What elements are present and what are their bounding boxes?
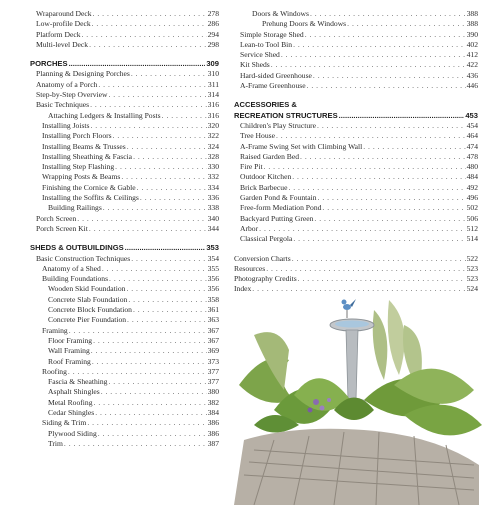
dot-leader [92, 19, 207, 29]
toc-entry-page: 344 [207, 223, 219, 233]
dot-leader [115, 162, 206, 172]
toc-entry[interactable] [234, 203, 478, 213]
toc-entry-page: 330 [207, 162, 219, 172]
toc-entry-page: 340 [207, 213, 219, 223]
dot-leader [90, 100, 207, 110]
toc-entry[interactable] [30, 264, 219, 274]
dot-leader [281, 50, 466, 60]
toc-entry-title: Resources [234, 263, 266, 273]
toc-entry-page: 358 [207, 294, 219, 304]
dot-leader [91, 346, 207, 356]
dot-leader [363, 142, 465, 152]
toc-entry-title: Low-profile Deck [36, 19, 91, 29]
toc-entry-page: 464 [466, 131, 478, 141]
toc-entry-page: 354 [207, 253, 219, 263]
toc-entry[interactable] [234, 30, 478, 40]
toc-entry-title: Raised Garden Bed [240, 151, 300, 161]
toc-entry-page: 502 [466, 203, 478, 213]
toc-entry-page: 310 [207, 69, 219, 79]
heading-title: RECREATION STRUCTURES [234, 110, 338, 120]
toc-entry[interactable] [30, 398, 219, 408]
toc-entry-page: 436 [466, 70, 478, 80]
toc-section-porches [30, 69, 219, 234]
dot-leader [292, 254, 466, 264]
dot-leader [300, 152, 466, 162]
toc-entry-page: 522 [466, 253, 478, 263]
dot-leader [127, 142, 207, 152]
toc-entry-title: Platform Deck [36, 29, 81, 39]
toc-entry-title: Siding & Trim [42, 418, 87, 428]
toc-entry-page: 338 [207, 203, 219, 213]
heading-page: 453 [465, 110, 478, 120]
dot-leader [137, 183, 207, 193]
toc-entry-title: Simple Storage Shed [240, 29, 304, 39]
toc-entry-page: 367 [207, 325, 219, 335]
toc-entry[interactable] [30, 121, 219, 131]
toc-entry-title: Installing Beams & Trusses [42, 141, 126, 151]
dot-leader [264, 162, 466, 172]
toc-entry-title: Concrete Pier Foundation [48, 315, 127, 325]
dot-leader [259, 224, 465, 234]
dot-leader [102, 264, 207, 274]
toc-entry-page: 278 [207, 9, 219, 18]
dot-leader [93, 336, 207, 346]
toc-entry-title: Metal Roofing [48, 397, 93, 407]
toc-entry-page: 474 [466, 141, 478, 151]
toc-entry-title: Concrete Block Foundation [48, 305, 132, 315]
toc-entry[interactable] [30, 224, 219, 234]
toc-entry-title: Tree House [240, 131, 275, 141]
toc-entry[interactable] [30, 30, 219, 40]
dot-leader [94, 398, 207, 408]
toc-entry[interactable] [30, 346, 219, 356]
dot-leader [313, 71, 466, 81]
dot-leader [92, 357, 207, 367]
toc-entry-title: Garden Pond & Fountain [240, 193, 317, 203]
toc-entry[interactable] [30, 69, 219, 79]
toc-entry-title: Anatomy of a Shed [42, 263, 101, 273]
dot-leader [140, 193, 207, 203]
toc-entry[interactable] [30, 284, 219, 294]
toc-entry[interactable] [30, 193, 219, 203]
toc-entry-title: Kit Sheds [240, 60, 270, 70]
toc-entry[interactable] [30, 377, 219, 387]
dot-leader [109, 90, 207, 100]
dot-leader [276, 131, 466, 141]
toc-entry[interactable] [30, 172, 219, 182]
toc-entry[interactable] [30, 203, 219, 213]
toc-entry-page: 356 [207, 274, 219, 284]
toc-entry-page: 369 [207, 346, 219, 356]
toc-entry[interactable] [234, 19, 478, 29]
toc-entry-page: 512 [466, 223, 478, 233]
toc-entry[interactable] [234, 81, 478, 91]
dot-leader [113, 131, 207, 141]
toc-entry-title: Conversion Charts [234, 253, 291, 263]
toc-entry[interactable] [30, 295, 219, 305]
heading-page: 353 [206, 243, 219, 253]
toc-entry-title: Service Shed [240, 50, 280, 60]
toc-entry-page: 316 [207, 110, 219, 120]
toc-entry[interactable] [30, 274, 219, 284]
toc-entry-title: Fascia & Sheathing [48, 377, 108, 387]
toc-entry-title: Hard-sided Greenhouse [240, 70, 312, 80]
toc-entry-page: 387 [207, 438, 219, 448]
toc-entry-page: 412 [466, 50, 478, 60]
toc-entry-title: Building Foundations [42, 274, 109, 284]
toc-entry-page: 311 [207, 79, 219, 89]
dot-leader [98, 429, 207, 439]
toc-entry[interactable] [234, 60, 478, 70]
toc-entry-title: Wraparound Deck [36, 9, 92, 18]
toc-entry[interactable] [30, 131, 219, 141]
toc-entry-page: 314 [207, 90, 219, 100]
toc-entry-title: A-Frame Swing Set with Climbing Wall [240, 141, 363, 151]
toc-entry-page: 446 [466, 81, 478, 91]
toc-entry[interactable] [30, 439, 219, 449]
toc-entry-page: 322 [207, 131, 219, 141]
toc-entry[interactable] [30, 336, 219, 346]
dot-leader [101, 387, 207, 397]
toc-right-column [234, 9, 478, 295]
toc-entry[interactable] [30, 80, 219, 90]
toc-entry[interactable] [30, 254, 219, 264]
toc-entry-page: 367 [207, 335, 219, 345]
dot-leader [108, 377, 206, 387]
toc-entry[interactable] [30, 9, 219, 19]
toc-entry-page: 422 [466, 60, 478, 70]
toc-entry[interactable] [234, 50, 478, 60]
toc-left-column [30, 9, 219, 449]
dot-leader [89, 224, 207, 234]
toc-entry-page: 382 [207, 397, 219, 407]
toc-entry-page: 328 [207, 151, 219, 161]
dot-leader [317, 121, 466, 131]
dot-leader [95, 408, 206, 418]
toc-entry-page: 388 [466, 9, 478, 18]
toc-entry-page: 402 [466, 39, 478, 49]
toc-entry-page: 454 [466, 120, 478, 130]
toc-entry-page: 514 [466, 234, 478, 244]
toc-entry[interactable] [30, 315, 219, 325]
toc-entry-title: Floor Framing [48, 335, 93, 345]
toc-entry[interactable] [30, 418, 219, 428]
toc-entry-title: Porch Screen Kit [36, 223, 88, 233]
toc-entry-title: Asphalt Shingles [48, 387, 100, 397]
toc-entry-title: Backyard Putting Green [240, 213, 314, 223]
toc-entry[interactable] [30, 162, 219, 172]
toc-entry[interactable] [234, 274, 478, 284]
dot-leader [131, 69, 207, 79]
toc-entry-title: Wooden Skid Foundation [48, 284, 126, 294]
garden-birdbath-illustration [234, 290, 484, 505]
dot-leader [310, 9, 466, 19]
toc-entry-title: Arbor [240, 223, 259, 233]
toc-entry-title: Anatomy of a Porch [36, 79, 98, 89]
toc-entry[interactable] [30, 429, 219, 439]
dot-leader [307, 81, 466, 91]
toc-entry-page: 355 [207, 263, 219, 273]
toc-entry-title: Installing Joists [42, 120, 90, 130]
toc-entry[interactable] [234, 183, 478, 193]
toc-entry-page: 356 [207, 284, 219, 294]
toc-entry-title: Brick Barbecue [240, 182, 288, 192]
toc-entry[interactable] [234, 214, 478, 224]
dot-leader [93, 9, 207, 19]
toc-entry-page: 390 [466, 29, 478, 39]
dot-leader [318, 193, 466, 203]
toc-entry-title: Wrapping Posts & Beams [42, 172, 121, 182]
toc-entry-page: 373 [207, 356, 219, 366]
toc-entry[interactable] [30, 305, 219, 315]
brick-paving [234, 429, 479, 505]
toc-entry-page: 286 [207, 19, 219, 29]
toc-entry-title: Planning & Designing Porches [36, 69, 130, 79]
toc-entry-title: Plywood Siding [48, 428, 97, 438]
toc-entry[interactable] [234, 193, 478, 203]
toc-entry[interactable] [30, 40, 219, 50]
toc-entry-page: 294 [207, 29, 219, 39]
toc-entry-title: Fire Pit [240, 162, 263, 172]
toc-entry[interactable] [30, 19, 219, 29]
dot-leader [87, 418, 206, 428]
toc-entry-title: Index [234, 284, 252, 294]
toc-entry-title: Finishing the Cornice & Gable [42, 182, 136, 192]
toc-entry-page: 377 [207, 366, 219, 376]
toc-entry-title: Framing [42, 325, 68, 335]
toc-heading-porches[interactable] [30, 59, 219, 69]
toc-entry[interactable] [234, 121, 478, 131]
toc-entry-page: 388 [466, 19, 478, 29]
dot-leader [69, 326, 207, 336]
toc-entry-title: Installing the Soffits & Ceilings [42, 193, 139, 203]
toc-entry[interactable] [234, 162, 478, 172]
toc-entry[interactable] [234, 142, 478, 152]
dot-leader [133, 152, 207, 162]
dot-leader [293, 234, 465, 244]
toc-entry-title: Trim [48, 438, 63, 448]
toc-entry-title: Roofing [42, 366, 67, 376]
toc-entry[interactable] [30, 100, 219, 110]
toc-entry[interactable] [30, 214, 219, 224]
toc-entry[interactable] [234, 254, 478, 264]
dot-leader [128, 295, 206, 305]
toc-entry-title: Roof Framing [48, 356, 91, 366]
toc-entry-title: Porch Screen [36, 213, 77, 223]
dot-leader [288, 183, 465, 193]
toc-entry-page: 524 [466, 284, 478, 294]
toc-section-sheds-continued [234, 9, 478, 91]
toc-entry-page: 478 [466, 151, 478, 161]
toc-heading-accessories-line1: ACCESSORIES & [234, 100, 297, 110]
toc-entry-title: Attaching Ledgers & Installing Posts [48, 110, 161, 120]
toc-entry-title: Basic Techniques [36, 100, 90, 110]
dot-leader [103, 203, 207, 213]
toc-entry[interactable] [30, 408, 219, 418]
toc-entry[interactable] [30, 387, 219, 397]
dot-leader [292, 172, 465, 182]
toc-entry-title: A-Frame Greenhouse [240, 81, 306, 91]
toc-section-decks-continued [30, 9, 219, 50]
toc-entry[interactable] [234, 234, 478, 244]
toc-entry-page: 334 [207, 182, 219, 192]
toc-entry-title: Installing Porch Floors [42, 131, 112, 141]
toc-entry[interactable] [234, 71, 478, 81]
dot-leader [126, 284, 206, 294]
toc-section-sheds [30, 254, 219, 450]
toc-entry-page: 336 [207, 193, 219, 203]
toc-entry[interactable] [234, 264, 478, 274]
toc-entry-title: Wall Framing [48, 346, 90, 356]
dot-leader [347, 19, 465, 29]
toc-entry-page: 320 [207, 120, 219, 130]
dot-leader [293, 40, 466, 50]
toc-entry[interactable] [234, 40, 478, 50]
toc-entry-page: 480 [466, 162, 478, 172]
dot-leader [305, 30, 466, 40]
toc-entry-page: 324 [207, 141, 219, 151]
toc-entry-page: 484 [466, 172, 478, 182]
heading-page: 309 [206, 59, 219, 69]
toc-entry-title: Step-by-Step Overview [36, 90, 108, 100]
toc-entry[interactable] [30, 152, 219, 162]
heading-title: PORCHES [30, 59, 68, 69]
dot-leader [68, 367, 207, 377]
toc-entry-title: Installing Sheathing & Fascia [42, 151, 133, 161]
toc-entry-page: 523 [466, 274, 478, 284]
toc-entry-title: Basic Construction Techniques [36, 253, 131, 263]
dot-leader [322, 203, 465, 213]
toc-entry-title: Photography Credits [234, 274, 297, 284]
dot-leader [266, 264, 465, 274]
toc-entry[interactable] [234, 172, 478, 182]
dot-leader [64, 439, 207, 449]
toc-entry[interactable] [234, 9, 478, 19]
toc-heading-sheds[interactable] [30, 243, 219, 253]
toc-entry-title: Installing Step Flashing [42, 162, 115, 172]
toc-entry[interactable] [30, 357, 219, 367]
toc-entry-title: Outdoor Kitchen [240, 172, 292, 182]
toc-entry-page: 380 [207, 387, 219, 397]
toc-entry-title: Prehung Doors & Windows [262, 19, 347, 29]
toc-entry[interactable] [30, 367, 219, 377]
dot-leader [298, 274, 466, 284]
toc-entry-page: 361 [207, 305, 219, 315]
toc-entry-title: Multi-level Deck [36, 39, 89, 49]
toc-entry-title: Classical Pergola [240, 234, 293, 244]
toc-entry-page: 316 [207, 100, 219, 110]
toc-entry-page: 386 [207, 428, 219, 438]
toc-entry[interactable] [234, 224, 478, 234]
toc-entry-page: 506 [466, 213, 478, 223]
toc-entry[interactable] [30, 183, 219, 193]
dot-leader [133, 305, 207, 315]
dot-leader [90, 121, 206, 131]
bird-icon [342, 299, 357, 318]
toc-entry[interactable] [30, 142, 219, 152]
toc-entry-page: 492 [466, 182, 478, 192]
dot-leader [127, 315, 207, 325]
toc-entry-page: 386 [207, 418, 219, 428]
toc-entry[interactable] [30, 111, 219, 121]
dot-leader [77, 214, 206, 224]
toc-section-accessories [234, 121, 478, 245]
toc-entry-title: Cedar Shingles [48, 407, 95, 417]
toc-entry-page: 377 [207, 377, 219, 387]
toc-entry[interactable] [234, 152, 478, 162]
dot-leader [98, 80, 207, 90]
toc-entry[interactable] [234, 131, 478, 141]
dot-leader [82, 30, 207, 40]
toc-entry-page: 384 [207, 407, 219, 417]
toc-entry-title: Lean-to Tool Bin [240, 39, 293, 49]
toc-entry-page: 298 [207, 39, 219, 49]
toc-entry-page: 363 [207, 315, 219, 325]
toc-entry[interactable] [30, 326, 219, 336]
toc-entry-page: 332 [207, 172, 219, 182]
dot-leader [131, 254, 206, 264]
toc-entry-page: 496 [466, 193, 478, 203]
toc-entry-title: Children's Play Structure [240, 120, 317, 130]
heading-title: SHEDS & OUTBUILDINGS [30, 243, 124, 253]
toc-entry-title: Free-form Mediation Pond [240, 203, 322, 213]
dot-leader [109, 274, 207, 284]
dot-leader [314, 214, 465, 224]
toc-entry-page: 523 [466, 263, 478, 273]
hosta-plants [254, 369, 482, 436]
dot-leader [89, 40, 207, 50]
dot-leader [162, 111, 207, 121]
toc-section-back-matter [234, 254, 478, 295]
toc-entry-title: Building Railings [48, 203, 102, 213]
toc-entry-title: Doors & Windows [252, 9, 309, 18]
dot-leader [271, 60, 466, 70]
toc-entry[interactable] [30, 90, 219, 100]
toc-heading-accessories[interactable] [234, 111, 478, 121]
dot-leader [121, 172, 206, 182]
toc-entry-title: Concrete Slab Foundation [48, 294, 128, 304]
